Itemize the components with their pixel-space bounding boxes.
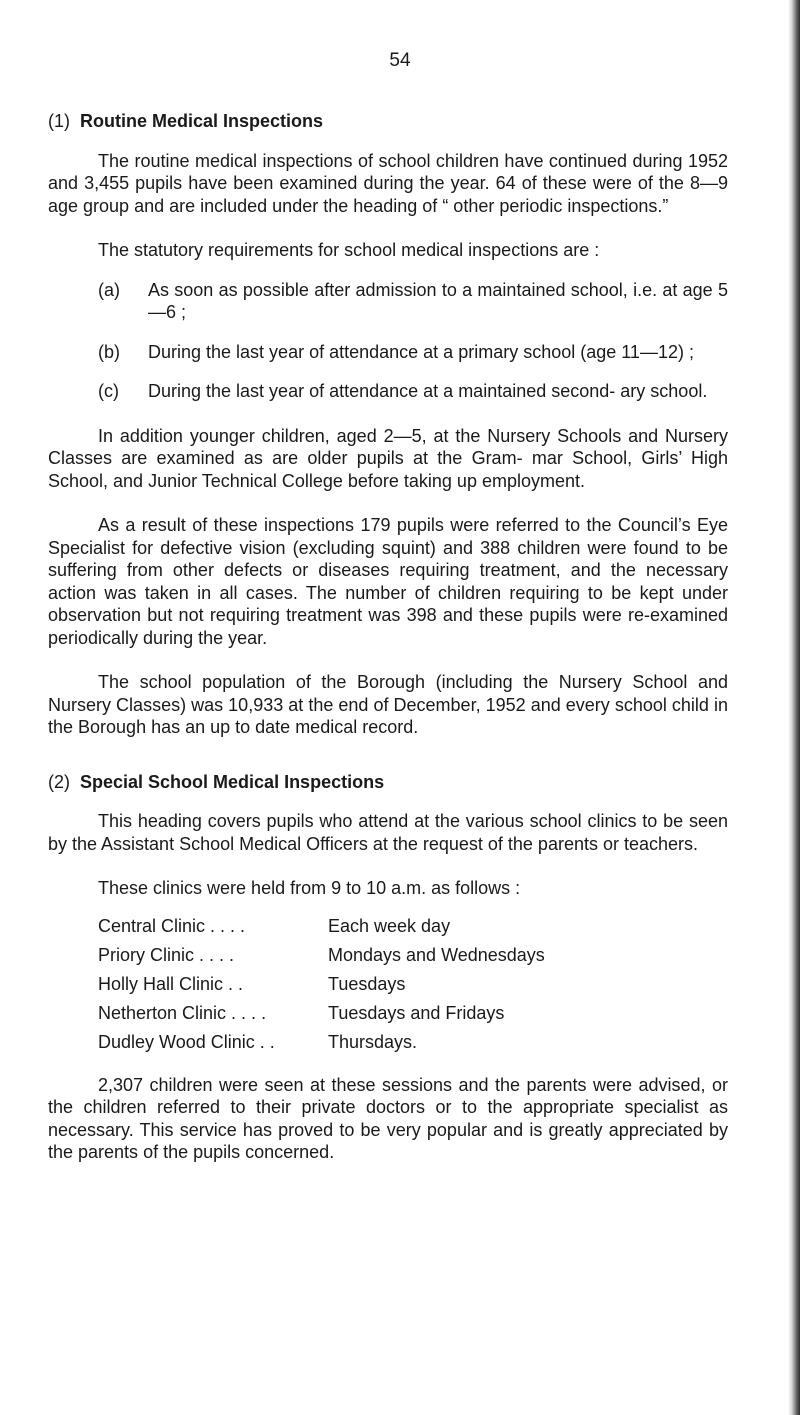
paragraph: As a result of these inspections 179 pupils were referred to the Council’s Eye Specialist for defective vision (excluding squint) and 388 children were found to be suffering from other defects or diseases requiring treatment, and the necessary action was taken in all cases. The number of children requiring to be kept under observation but not requiring treatment was 398 and these pupils were re-examined periodically during the year. [48,515,728,648]
clinic-row [98,970,728,999]
clinic-row [98,941,728,970]
clinic-row [98,912,728,941]
paragraph: The school population of the Borough (including the Nursery School and Nursery Classes) was 10,933 at the end of December, 1952 and every school child in the Borough has an up to date medical record. [48,672,728,737]
clinic-days: Tuesdays and Fridays [328,1002,505,1023]
section-title: Special School Medical Inspections [80,771,385,792]
clinic-days: Each week day [328,915,451,936]
section-number: (2) [48,771,70,792]
clinic-days: Mondays and Wednesdays [328,944,545,965]
requirement-text: During the last year of attendance at a maintained second- ary school. [148,381,708,401]
paragraph: In addition younger children, aged 2—5, at the Nursery Schools and Nursery Classes are examined as are older pupils at the Gram- mar School, Girls’ High School, and Junior Technical College before taking up employment. [48,425,728,491]
document-body [48,110,728,1164]
paragraph: The statutory requirements for school medical inspections are : [98,240,600,260]
requirement-item [98,380,728,403]
requirement-label: (b) [98,341,120,362]
clinic-row [98,999,728,1028]
clinic-name: Holly Hall Clinic . . [98,973,244,994]
clinic-schedule [98,912,728,1057]
page-number: 54 [389,50,411,71]
clinic-name: Priory Clinic . . . . [98,944,235,965]
schedule-intro: These clinics were held from 9 to 10 a.m. as follows : [98,878,521,898]
clinic-name: Dudley Wood Clinic . . [98,1031,275,1052]
section-title: Routine Medical Inspections [80,111,324,131]
section-heading-special [48,771,728,794]
requirement-item [98,341,728,364]
section-number: (1) [48,111,70,131]
requirement-label: (c) [98,381,119,401]
paragraph: 2,307 children were seen at these sessions and the parents were advised, or the children referred to their private doctors or to the appropriate specialist as necessary. This service has proved to be very popular and is greatly appreciated by the parents of the pupils concerned. [48,1074,728,1162]
requirement-label: (a) [98,279,120,300]
clinic-days: Thursdays. [328,1031,418,1052]
requirement-text: During the last year of attendance at a primary school (age 11—12) ; [148,341,694,362]
paragraph: The routine medical inspections of school children have continued during 1952 and 3,455 pupils have been examined during the year. 64 of these were of the 8—9 age group and are included under the heading of “ other periodic inspections.” [48,150,728,216]
page-edge-shadow [788,0,800,1415]
requirement-text: As soon as possible after admission to a maintained school, i.e. at age 5—6 ; [148,279,728,322]
clinic-name: Netherton Clinic . . . . [98,1002,267,1023]
clinic-days: Tuesdays [328,973,406,994]
paragraph: This heading covers pupils who attend at the various school clinics to be seen by the Assistant School Medical Officers at the request of the parents or teachers. [48,811,728,854]
clinic-name: Central Clinic . . . . [98,915,246,936]
section-heading-routine [48,110,728,133]
requirement-item [98,279,728,324]
clinic-row [98,1028,728,1057]
